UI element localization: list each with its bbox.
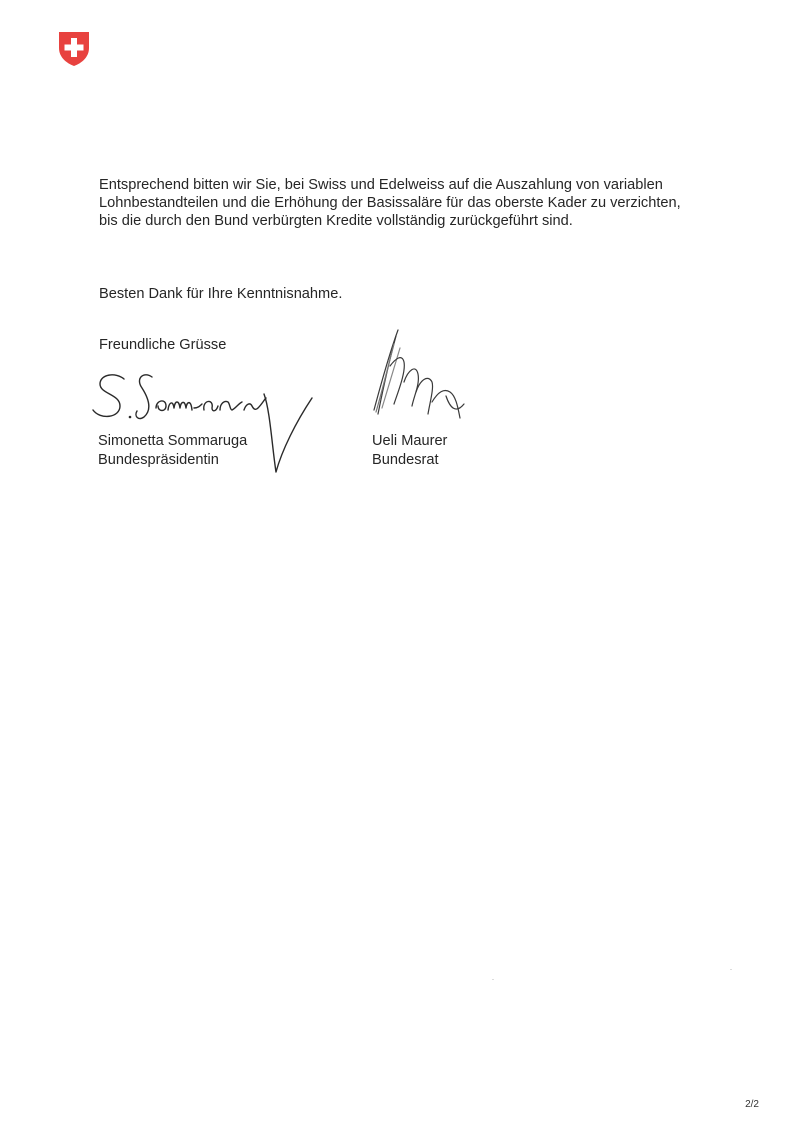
signatory-name: Simonetta Sommaruga bbox=[98, 433, 248, 449]
scan-speck bbox=[492, 979, 494, 980]
signatory-sommaruga bbox=[98, 432, 247, 470]
signatory-title: Bundesrat bbox=[372, 452, 439, 468]
thanks-line: Besten Dank für Ihre Kenntnisnahme. bbox=[99, 286, 343, 302]
body-paragraph bbox=[99, 176, 681, 230]
scan-speck bbox=[730, 969, 732, 970]
page-number: 2/2 bbox=[745, 1099, 759, 1110]
body-line: Entsprechend bitten wir Sie, bei Swiss und Edelweiss auf die Auszahlung von variablen bbox=[99, 177, 663, 193]
signatory-name: Ueli Maurer bbox=[372, 433, 448, 449]
signatory-maurer bbox=[372, 432, 447, 470]
closing-salutation: Freundliche Grüsse bbox=[99, 337, 227, 353]
body-line: Lohnbestandteilen und die Erhöhung der Basissaläre für das oberste Kader zu verzichten, bbox=[99, 195, 681, 211]
swiss-coat-of-arms-icon bbox=[58, 31, 90, 67]
signature-maurer bbox=[360, 322, 472, 432]
body-line: bis die durch den Bund verbürgten Kredite vollständig zurückgeführt sind. bbox=[99, 213, 573, 229]
signatory-title: Bundespräsidentin bbox=[98, 452, 219, 468]
